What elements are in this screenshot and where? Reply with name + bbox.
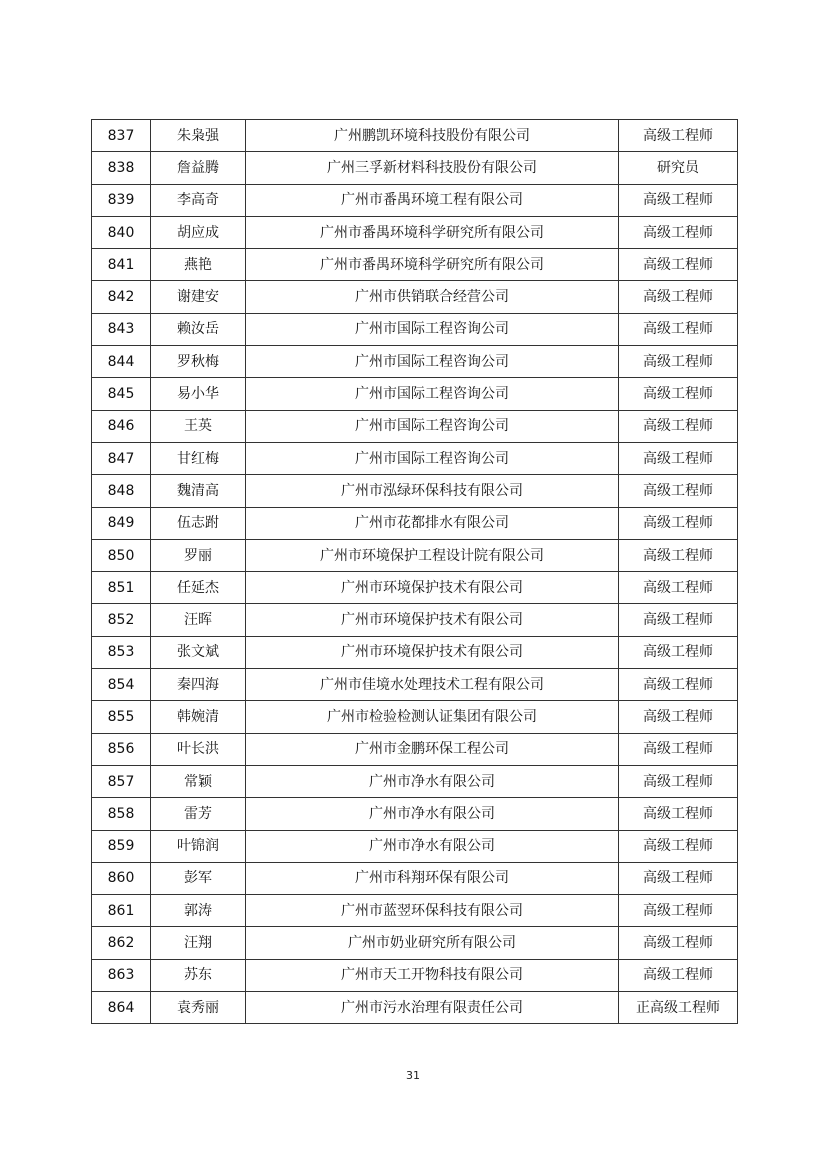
organization-cell: 广州市净水有限公司 [246, 798, 619, 830]
row-number-cell: 847 [92, 442, 151, 474]
organization-cell: 广州市佳境水处理技术工程有限公司 [246, 669, 619, 701]
row-number-cell: 842 [92, 281, 151, 313]
professional-title-cell: 高级工程师 [619, 313, 738, 345]
row-number-cell: 855 [92, 701, 151, 733]
professional-title-cell: 研究员 [619, 152, 738, 184]
table-row [92, 507, 738, 539]
professional-title-cell: 高级工程师 [619, 249, 738, 281]
organization-cell: 广州市番禺环境工程有限公司 [246, 184, 619, 216]
table-row [92, 184, 738, 216]
organization-cell: 广州市净水有限公司 [246, 830, 619, 862]
table-row [92, 798, 738, 830]
page-number: 31 [406, 1069, 420, 1082]
person-name-cell: 胡应成 [151, 216, 246, 248]
person-name-cell: 汪晖 [151, 604, 246, 636]
organization-cell: 广州市金鹏环保工程公司 [246, 733, 619, 765]
row-number-cell: 851 [92, 572, 151, 604]
table-row [92, 120, 738, 152]
person-name-cell: 王英 [151, 410, 246, 442]
table-row [92, 216, 738, 248]
organization-cell: 广州市检验检测认证集团有限公司 [246, 701, 619, 733]
professional-title-cell: 高级工程师 [619, 733, 738, 765]
organization-cell: 广州市蓝翌环保科技有限公司 [246, 895, 619, 927]
person-name-cell: 袁秀丽 [151, 992, 246, 1024]
organization-cell: 广州市供销联合经营公司 [246, 281, 619, 313]
person-name-cell: 魏清高 [151, 475, 246, 507]
professional-title-cell: 高级工程师 [619, 120, 738, 152]
person-name-cell: 易小华 [151, 378, 246, 410]
organization-cell: 广州市天工开物科技有限公司 [246, 959, 619, 991]
organization-cell: 广州市环境保护技术有限公司 [246, 604, 619, 636]
row-number-cell: 839 [92, 184, 151, 216]
person-name-cell: 秦四海 [151, 669, 246, 701]
person-name-cell: 常颖 [151, 765, 246, 797]
row-number-cell: 857 [92, 765, 151, 797]
professional-title-cell: 高级工程师 [619, 442, 738, 474]
table-row [92, 281, 738, 313]
row-number-cell: 845 [92, 378, 151, 410]
row-number-cell: 853 [92, 636, 151, 668]
row-number-cell: 859 [92, 830, 151, 862]
row-number-cell: 848 [92, 475, 151, 507]
table-row [92, 378, 738, 410]
table-row [92, 927, 738, 959]
professional-title-cell: 高级工程师 [619, 184, 738, 216]
person-name-cell: 雷芳 [151, 798, 246, 830]
organization-cell: 广州市科翔环保有限公司 [246, 862, 619, 894]
row-number-cell: 858 [92, 798, 151, 830]
table-row [92, 636, 738, 668]
row-number-cell: 844 [92, 346, 151, 378]
professional-title-cell: 高级工程师 [619, 410, 738, 442]
table-row [92, 313, 738, 345]
person-name-cell: 张文斌 [151, 636, 246, 668]
organization-cell: 广州市国际工程咨询公司 [246, 442, 619, 474]
table-row [92, 830, 738, 862]
professional-title-cell: 高级工程师 [619, 895, 738, 927]
organization-cell: 广州市国际工程咨询公司 [246, 410, 619, 442]
professional-title-cell: 高级工程师 [619, 539, 738, 571]
person-name-cell: 叶锦润 [151, 830, 246, 862]
row-number-cell: 852 [92, 604, 151, 636]
organization-cell: 广州市国际工程咨询公司 [246, 378, 619, 410]
table-row [92, 992, 738, 1024]
professional-title-cell: 高级工程师 [619, 669, 738, 701]
table-row [92, 249, 738, 281]
person-name-cell: 郭涛 [151, 895, 246, 927]
person-name-cell: 伍志跗 [151, 507, 246, 539]
organization-cell: 广州市番禺环境科学研究所有限公司 [246, 249, 619, 281]
table-row [92, 410, 738, 442]
person-name-cell: 彭军 [151, 862, 246, 894]
row-number-cell: 854 [92, 669, 151, 701]
organization-cell: 广州市奶业研究所有限公司 [246, 927, 619, 959]
organization-cell: 广州市国际工程咨询公司 [246, 346, 619, 378]
professional-title-cell: 高级工程师 [619, 959, 738, 991]
person-name-cell: 汪翔 [151, 927, 246, 959]
organization-cell: 广州鹏凯环境科技股份有限公司 [246, 120, 619, 152]
professional-title-cell: 高级工程师 [619, 378, 738, 410]
person-name-cell: 詹益腾 [151, 152, 246, 184]
roster-table [91, 119, 738, 1024]
person-name-cell: 叶长洪 [151, 733, 246, 765]
organization-cell: 广州市番禺环境科学研究所有限公司 [246, 216, 619, 248]
person-name-cell: 甘红梅 [151, 442, 246, 474]
table-row [92, 442, 738, 474]
table-row [92, 346, 738, 378]
table-row [92, 895, 738, 927]
row-number-cell: 861 [92, 895, 151, 927]
professional-title-cell: 高级工程师 [619, 927, 738, 959]
row-number-cell: 838 [92, 152, 151, 184]
professional-title-cell: 高级工程师 [619, 830, 738, 862]
organization-cell: 广州市环境保护技术有限公司 [246, 572, 619, 604]
row-number-cell: 837 [92, 120, 151, 152]
professional-title-cell: 高级工程师 [619, 701, 738, 733]
professional-title-cell: 高级工程师 [619, 507, 738, 539]
person-name-cell: 赖汝岳 [151, 313, 246, 345]
row-number-cell: 843 [92, 313, 151, 345]
organization-cell: 广州市净水有限公司 [246, 765, 619, 797]
roster-table-body [92, 120, 738, 1024]
row-number-cell: 850 [92, 539, 151, 571]
table-row [92, 959, 738, 991]
table-row [92, 862, 738, 894]
row-number-cell: 856 [92, 733, 151, 765]
organization-cell: 广州市污水治理有限责任公司 [246, 992, 619, 1024]
professional-title-cell: 高级工程师 [619, 604, 738, 636]
table-row [92, 669, 738, 701]
table-row [92, 572, 738, 604]
organization-cell: 广州市国际工程咨询公司 [246, 313, 619, 345]
professional-title-cell: 高级工程师 [619, 281, 738, 313]
table-row [92, 152, 738, 184]
organization-cell: 广州市花都排水有限公司 [246, 507, 619, 539]
row-number-cell: 863 [92, 959, 151, 991]
person-name-cell: 韩婉清 [151, 701, 246, 733]
professional-title-cell: 正高级工程师 [619, 992, 738, 1024]
professional-title-cell: 高级工程师 [619, 475, 738, 507]
row-number-cell: 864 [92, 992, 151, 1024]
table-row [92, 604, 738, 636]
professional-title-cell: 高级工程师 [619, 636, 738, 668]
person-name-cell: 朱枭强 [151, 120, 246, 152]
table-row [92, 475, 738, 507]
professional-title-cell: 高级工程师 [619, 798, 738, 830]
row-number-cell: 846 [92, 410, 151, 442]
table-row [92, 733, 738, 765]
professional-title-cell: 高级工程师 [619, 572, 738, 604]
professional-title-cell: 高级工程师 [619, 216, 738, 248]
table-row [92, 765, 738, 797]
person-name-cell: 任延杰 [151, 572, 246, 604]
row-number-cell: 840 [92, 216, 151, 248]
organization-cell: 广州三孚新材料科技股份有限公司 [246, 152, 619, 184]
organization-cell: 广州市环境保护工程设计院有限公司 [246, 539, 619, 571]
row-number-cell: 849 [92, 507, 151, 539]
person-name-cell: 燕艳 [151, 249, 246, 281]
organization-cell: 广州市泓绿环保科技有限公司 [246, 475, 619, 507]
row-number-cell: 841 [92, 249, 151, 281]
person-name-cell: 苏东 [151, 959, 246, 991]
table-row [92, 539, 738, 571]
person-name-cell: 谢建安 [151, 281, 246, 313]
professional-title-cell: 高级工程师 [619, 862, 738, 894]
person-name-cell: 罗丽 [151, 539, 246, 571]
organization-cell: 广州市环境保护技术有限公司 [246, 636, 619, 668]
person-name-cell: 罗秋梅 [151, 346, 246, 378]
professional-title-cell: 高级工程师 [619, 765, 738, 797]
professional-title-cell: 高级工程师 [619, 346, 738, 378]
row-number-cell: 860 [92, 862, 151, 894]
row-number-cell: 862 [92, 927, 151, 959]
person-name-cell: 李高奇 [151, 184, 246, 216]
table-row [92, 701, 738, 733]
